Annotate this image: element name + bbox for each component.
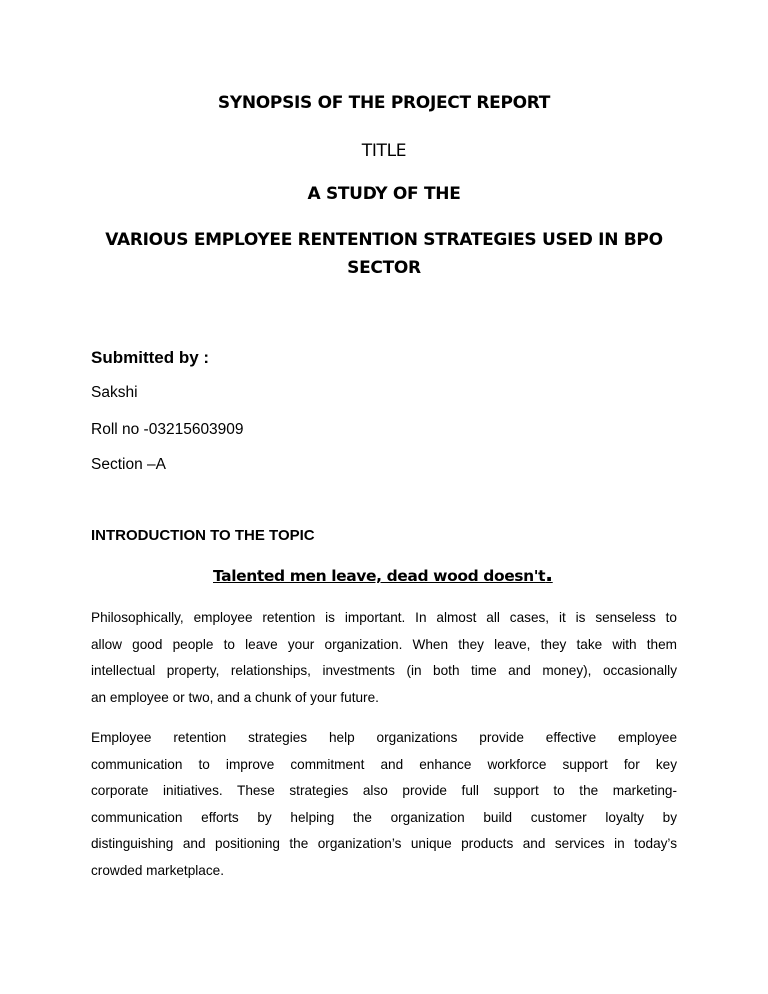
paragraph-1 <box>91 605 677 711</box>
roll-number: Roll no -03215603909 <box>91 421 244 438</box>
student-name: Sakshi <box>91 384 138 401</box>
quote-text: Talented men leave, dead wood doesn't <box>213 567 546 585</box>
introduction-heading: INTRODUCTION TO THE TOPIC <box>91 527 315 544</box>
study-title-line-2: VARIOUS EMPLOYEE RENTENTION STRATEGIES USED IN BPO <box>105 230 663 250</box>
paragraph-1-line: Philosophically, employee retention is important. In almost all cases, it is senseless to <box>91 610 677 625</box>
paragraph-2-line: Employee retention strategies help organizations provide effective employee <box>91 730 677 745</box>
paragraph-2-line: communication to improve commitment and enhance workforce support for key <box>91 756 677 772</box>
study-title-line-1: A STUDY OF THE <box>307 184 461 204</box>
paragraph-2-line: communication efforts by helping the organization build customer loyalty by <box>91 809 677 825</box>
paragraph-1-line: allow good people to leave your organization. When they leave, they take with them <box>91 636 677 652</box>
submitted-by-label: Submitted by : <box>91 348 210 367</box>
quote-line <box>213 562 553 586</box>
paragraph-2-line: crowded marketplace. <box>91 862 224 878</box>
synopsis-heading: SYNOPSIS OF THE PROJECT REPORT <box>217 93 551 113</box>
paragraph-2-line: distinguishing and positioning the organization’s unique products and services in today’s <box>91 836 677 851</box>
study-title-line-3: SECTOR <box>347 258 421 278</box>
section: Section –A <box>91 456 166 473</box>
title-label: TITLE <box>361 141 407 161</box>
paragraph-2-line: corporate initiatives. These strategies also provide full support to the marketing- <box>91 783 677 798</box>
paragraph-2 <box>91 725 677 884</box>
paragraph-1-line: an employee or two, and a chunk of your future. <box>91 689 379 705</box>
quote-period: . <box>545 562 553 586</box>
paragraph-1-line: intellectual property, relationships, investments (in both time and money), occasionally <box>91 663 677 678</box>
